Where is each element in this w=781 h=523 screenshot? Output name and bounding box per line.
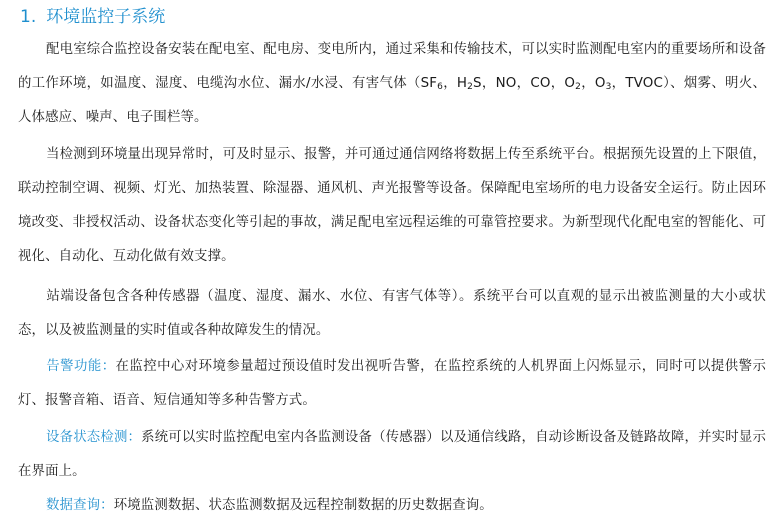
device-status-paragraph: [18, 421, 766, 489]
intro-text-e: ，TVOC）、烟雾、明火、人体感应、噪声、电子围栏等。: [18, 76, 767, 125]
intro-text-d: ，O: [581, 76, 606, 91]
device-status-text: 系统可以实时监控配电室内各监测设备（传感器）以及通信线路，自动诊断设备及链路故障，并实时显示在界面上。: [18, 430, 766, 479]
intro-text-a: 配电室综合监控设备安装在配电室、配电房、变电所内，通过采集和传输技术，可以实时监测配电室内的重要场所和设备的工作环境，如温度、湿度、电缆沟水位、漏水/水浸、有害气体（SF: [18, 42, 766, 91]
data-query-paragraph: [18, 489, 766, 523]
alarm-linkage-paragraph: [18, 138, 766, 274]
data-query-label: 数据查询：: [46, 498, 114, 513]
alarm-function-paragraph: [18, 350, 766, 418]
intro-sub-h: 2: [467, 82, 474, 92]
sensors-text: 站端设备包含各种传感器（温度、湿度、漏水、水位、有害气体等）。系统平台可以直观的显示出被监测量的大小或状态，以及被监测量的实时值或各种故障发生的情况。: [18, 289, 766, 338]
intro-text-c: S，NO，CO，O: [473, 76, 576, 91]
intro-text-b: ，H: [443, 76, 468, 91]
sensors-paragraph: [18, 280, 766, 348]
data-query-text: 环境监测数据、状态监测数据及远程控制数据的历史数据查询。: [113, 498, 493, 513]
intro-sub-o2: 2: [575, 82, 582, 92]
section-number: 1.: [20, 7, 37, 27]
alarm-function-label: 告警功能：: [46, 359, 116, 374]
intro-sub-o3: 3: [605, 82, 612, 92]
device-status-label: 设备状态检测：: [46, 430, 142, 445]
alarm-linkage-text: 当检测到环境量出现异常时，可及时显示、报警，并可通过通信网络将数据上传至系统平台。根据预先设置的上下限值，联动控制空调、视频、灯光、加热装置、除湿器、通风机、声光报警等设备。保障配电室场所的电力设备安全运行。防止因环境改变、非授权活动、设备状态变化等引起的事故，满足配电室远程运维的可靠管控要求。为新型现代化配电室的智能化、可视化、自动化、互动化做有效支撑。: [18, 147, 766, 264]
section-title: 环境监控子系统: [46, 7, 166, 27]
intro-paragraph: [18, 33, 766, 135]
section-heading: [20, 4, 165, 30]
intro-sub-sf: 6: [437, 82, 444, 92]
alarm-function-text: 在监控中心对环境参量超过预设值时发出视听告警，在监控系统的人机界面上闪烁显示，同时可以提供警示灯、报警音箱、语音、短信通知等多种告警方式。: [18, 359, 767, 408]
